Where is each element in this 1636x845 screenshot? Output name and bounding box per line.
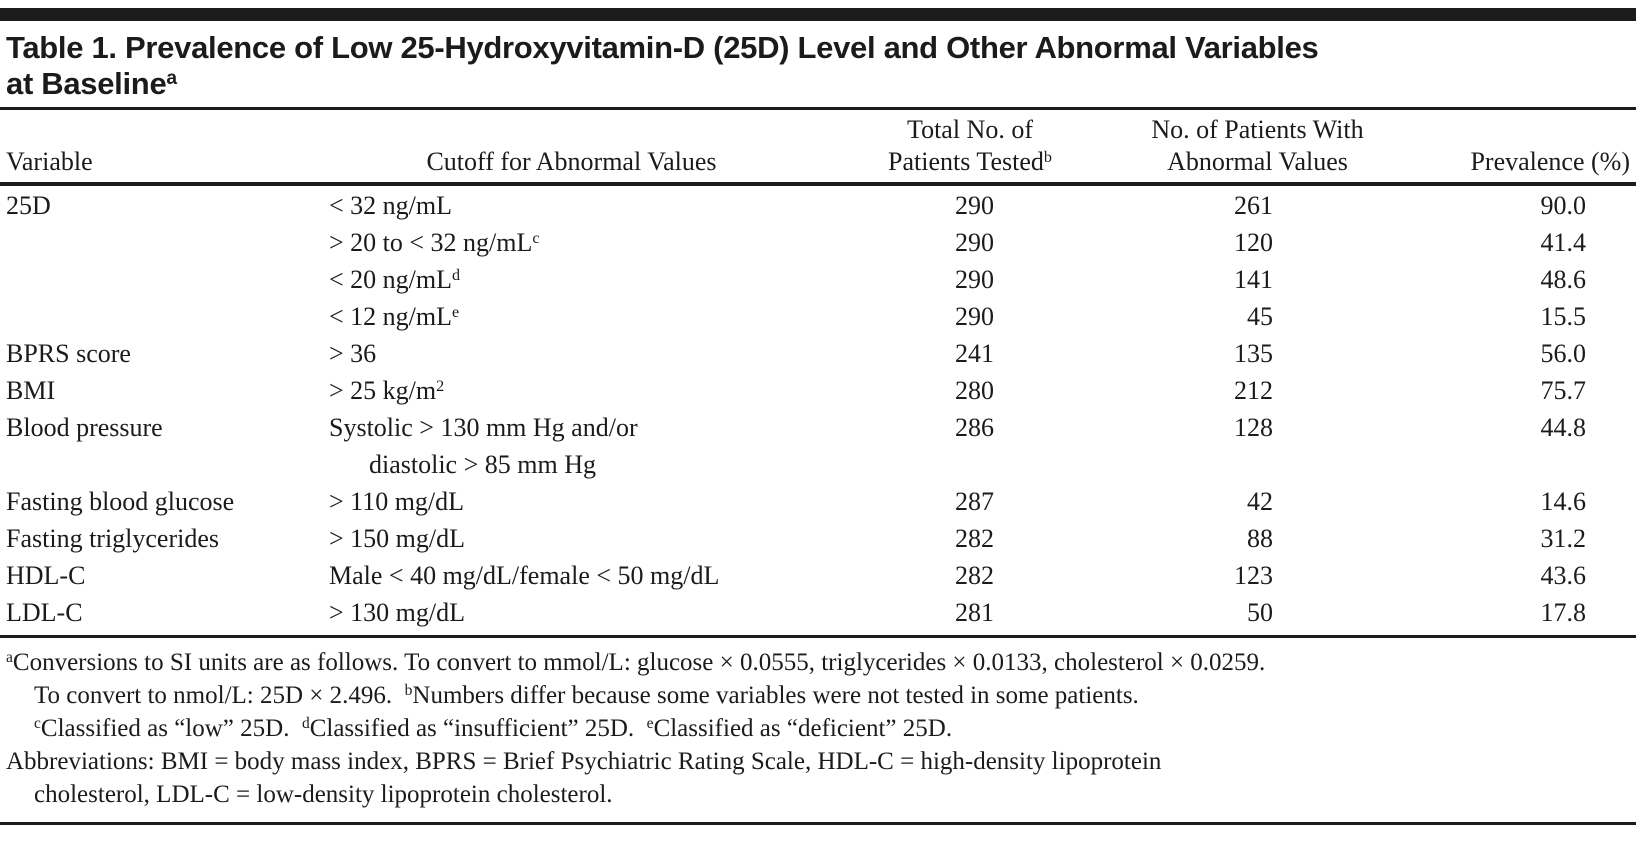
cell-cutoff: Male < 40 mg/dL/female < 50 mg/dL xyxy=(329,561,720,590)
cell-abnormal: 141 xyxy=(1234,265,1273,294)
bottom-rule xyxy=(0,822,1636,825)
cell-tested: 290 xyxy=(955,265,994,294)
cell-variable: LDL-C xyxy=(6,598,83,627)
table-row xyxy=(0,261,1636,298)
column-header-cutoff: Cutoff for Abnormal Values xyxy=(426,147,717,176)
cell-cutoff: Systolic > 130 mm Hg and/or diastolic > 85 mm Hg xyxy=(329,413,638,479)
cell-abnormal: 128 xyxy=(1234,413,1273,442)
table-row xyxy=(0,224,1636,261)
column-header-abnormal: No. of Patients With Abnormal Values xyxy=(1151,115,1364,176)
cell-abnormal: 261 xyxy=(1234,191,1273,220)
column-header-tested: Total No. of Patients Tested$^b$ xyxy=(888,115,1052,176)
cell-cutoff: < 20 $ng/mL^d$ xyxy=(329,265,461,294)
column-header-prevalence: Prevalence (%) xyxy=(1470,147,1630,176)
cell-abnormal: 88 xyxy=(1247,524,1273,553)
cell-tested: 282 xyxy=(955,561,994,590)
cell-cutoff: > 25 $kg/m^2$ xyxy=(329,376,445,405)
cell-variable: HDL-C xyxy=(6,561,86,590)
cell-tested: 280 xyxy=(955,376,994,405)
table-row xyxy=(0,483,1636,520)
cell-prevalence: 44.8 xyxy=(1540,413,1586,442)
cell-variable: Fasting triglycerides xyxy=(6,524,220,553)
cell-tested: 281 xyxy=(955,598,994,627)
cell-abnormal: 42 xyxy=(1247,487,1273,516)
cell-tested: 287 xyxy=(955,487,994,516)
cell-variable: BMI xyxy=(6,376,56,405)
cell-prevalence: 41.4 xyxy=(1540,228,1586,257)
footnotes: $^a$Conversions to SI units are as follows. To convert to mmol/L: glucose × 0.0555, triglycerides × 0.0133, cholesterol × 0.0259. To convert to nmol/L: 25D × 2.496. $^b$Numbers differ because some variables were not tested in some patients. $^c$Classified as “low” 25D. $^d$Classified as “insufficient” 25D. $^e$Classified as “deficient” 25D. Abbreviations: BMI = body mass index, BPRS = Brief Psychiatric Rating Scale, HDL-C = high-density lipoprotein cholesterol, LDL-C = low-density lipoprotein cholesterol. xyxy=(6,649,1266,808)
table-row xyxy=(0,520,1636,557)
cell-prevalence: 75.7 xyxy=(1540,376,1586,405)
data-table xyxy=(0,110,1636,638)
cell-abnormal: 120 xyxy=(1234,228,1273,257)
cell-tested: 241 xyxy=(955,339,994,368)
cell-abnormal: 123 xyxy=(1234,561,1273,590)
cell-cutoff: < 32 ng/mL xyxy=(329,191,452,220)
cell-abnormal: 212 xyxy=(1234,376,1273,405)
cell-tested: 290 xyxy=(955,302,994,331)
cell-abnormal: 50 xyxy=(1247,598,1273,627)
table-row xyxy=(0,409,1636,483)
cell-prevalence: 17.8 xyxy=(1540,598,1586,627)
table-row xyxy=(0,335,1636,372)
cell-variable xyxy=(0,298,323,335)
cell-prevalence: 48.6 xyxy=(1540,265,1586,294)
cell-variable: Blood pressure xyxy=(6,413,163,442)
cell-variable: 25D xyxy=(6,191,51,220)
table-row xyxy=(0,184,1636,224)
top-rule xyxy=(0,8,1636,21)
cell-prevalence: 14.6 xyxy=(1540,487,1586,516)
cell-tested: 290 xyxy=(955,191,994,220)
cell-tested: 286 xyxy=(955,413,994,442)
cell-cutoff: > 20 to < 32 $ng/mL^c$ xyxy=(329,228,540,257)
table-title: Table 1. Prevalence of Low 25-Hydroxyvitamin-D (25D) Level and Other Abnormal Variables at Baseline$^a$ xyxy=(0,21,1636,110)
table-row xyxy=(0,557,1636,594)
table-row xyxy=(0,594,1636,637)
table-row xyxy=(0,298,1636,335)
cell-cutoff: > 110 mg/dL xyxy=(329,487,465,516)
cell-variable: BPRS score xyxy=(6,339,131,368)
cell-cutoff: > 150 mg/dL xyxy=(329,524,465,553)
cell-abnormal: 135 xyxy=(1234,339,1273,368)
table-row xyxy=(0,372,1636,409)
cell-tested: 290 xyxy=(955,228,994,257)
cell-variable: Fasting blood glucose xyxy=(6,487,235,516)
cell-cutoff: < 12 $ng/mL^e$ xyxy=(329,302,460,331)
cell-prevalence: 43.6 xyxy=(1540,561,1586,590)
cell-variable xyxy=(0,261,323,298)
cell-tested: 282 xyxy=(955,524,994,553)
cell-prevalence: 56.0 xyxy=(1540,339,1586,368)
cell-prevalence: 15.5 xyxy=(1540,302,1586,331)
cell-cutoff: > 130 mg/dL xyxy=(329,598,465,627)
cell-variable xyxy=(0,224,323,261)
cell-abnormal: 45 xyxy=(1247,302,1273,331)
table-header-row xyxy=(0,110,1636,184)
cell-prevalence: 90.0 xyxy=(1540,191,1586,220)
cell-cutoff: > 36 xyxy=(329,339,377,368)
column-header-variable: Variable xyxy=(6,147,93,176)
cell-prevalence: 31.2 xyxy=(1540,524,1586,553)
